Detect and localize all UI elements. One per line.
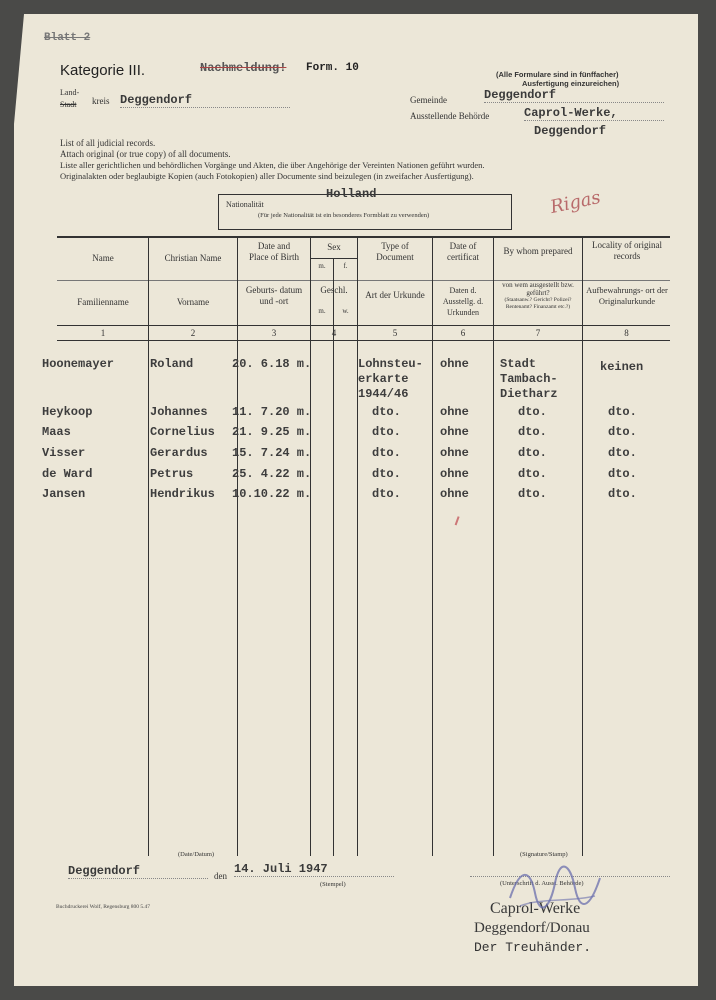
row-3-type: dto. — [372, 425, 401, 439]
col-date-en: Date of certificat — [447, 241, 479, 262]
unterschrift-caption: (Unterschrift d. Ausst. Behörde) — [500, 880, 584, 887]
row-2-dob: 11. 7.20 m. — [232, 405, 312, 419]
col-number-1: 1 — [100, 328, 106, 338]
row-1-locality: keinen — [600, 360, 644, 374]
row-6-date: ohne — [440, 487, 469, 501]
row-5-type: dto. — [372, 467, 401, 481]
row-2-date: ohne — [440, 405, 469, 419]
nationality-label: Nationalität — [226, 200, 264, 209]
row-6-name: Jansen — [42, 487, 86, 501]
col-number-8: 8 — [624, 328, 629, 338]
kreis-value: Deggendorf — [120, 93, 290, 108]
col-sex-m: m. — [318, 262, 326, 270]
row-1-type-1: Lohnsteu- — [358, 357, 423, 371]
col-christian-de: Vorname — [176, 297, 210, 307]
sex-subheader-line — [310, 258, 357, 259]
row-5-whom: dto. — [518, 467, 547, 481]
date-caption: (Date/Datum) — [178, 851, 215, 858]
col-christian-en: Christian Name — [164, 253, 222, 263]
row-6-locality: dto. — [608, 487, 637, 501]
row-6-vorname: Hendrikus — [150, 487, 215, 501]
col-sex-m-de: m. — [318, 307, 326, 315]
row-4-vorname: Gerardus — [150, 446, 208, 460]
row-6-dob: 10.10.22 m. — [232, 487, 312, 501]
kreis-label: kreis — [92, 96, 110, 106]
form-number: Form. 10 — [306, 62, 359, 74]
row-6-type: dto. — [372, 487, 401, 501]
kategorie-title: Kategorie III. — [60, 62, 146, 79]
behoerde-value-2: Deggendorf — [534, 124, 607, 138]
col-dob-de: Geburts- datum und -ort — [245, 285, 303, 306]
col-number-2: 2 — [190, 328, 196, 338]
row-3-date: ohne — [440, 425, 469, 439]
company-stamp-line-1: Caprol-Werke — [490, 900, 581, 917]
row-4-type: dto. — [372, 446, 401, 460]
sex-subdivider — [333, 258, 334, 856]
col-locality-en: Locality of original records — [592, 240, 662, 261]
row-4-dob: 15. 7.24 m. — [232, 446, 312, 460]
gemeinde-value: Deggendorf — [484, 88, 664, 103]
row-4-name: Visser — [42, 446, 86, 460]
row-2-name: Heykoop — [42, 405, 93, 419]
col-number-3: 3 — [271, 328, 277, 338]
blatt-label: Blatt 2 — [44, 32, 91, 44]
row-4-date: ohne — [440, 446, 469, 460]
col-name-en: Name — [92, 253, 114, 263]
row-1-whom-1: Stadt — [500, 357, 537, 371]
company-stamp-line-3: Der Treuhänder. — [474, 940, 592, 955]
row-3-whom: dto. — [518, 425, 547, 439]
col-type-en: Type of Document — [376, 241, 414, 262]
col-type-de: Art der Urkunde — [365, 290, 425, 300]
col-whom-en: By whom prepared — [503, 246, 573, 256]
row-2-type: dto. — [372, 405, 401, 419]
row-1-type-3: 1944/46 — [358, 387, 409, 401]
row-1-whom-3: Dietharz — [500, 387, 558, 401]
row-5-name: de Ward — [42, 467, 93, 481]
col-dob-en: Date and Place of Birth — [249, 241, 299, 262]
row-5-locality: dto. — [608, 467, 637, 481]
row-3-locality: dto. — [608, 425, 637, 439]
row-6-whom: dto. — [518, 487, 547, 501]
col-whom-note: (Staatsanw.? Gericht? Polizei? Rentenamt? Finanzamt etc.?) — [504, 297, 572, 310]
col-number-6: 6 — [460, 328, 466, 338]
row-2-whom: dto. — [518, 405, 547, 419]
row-5-date: ohne — [440, 467, 469, 481]
stempel-caption: (Stempel) — [320, 881, 346, 888]
instruction-line-1: List of all judicial records. — [60, 138, 156, 148]
col-number-5: 5 — [392, 328, 398, 338]
printer-imprint: Buchdruckerei Wolf, Regensburg 800 5.47 — [56, 904, 151, 910]
instruction-line-3: Liste aller gerichtlichen und behördlichen Vorgänge und Akten, die über Angehörige der Vereinten Nationen geführt wurden. — [60, 160, 485, 170]
row-1-vorname: Roland — [150, 357, 194, 371]
row-1-name: Hoonemayer — [42, 357, 115, 371]
col-locality-de: Aufbewahrungs- ort der Originalurkunde — [586, 285, 668, 306]
col-name-de: Familienname — [77, 297, 129, 307]
row-4-whom: dto. — [518, 446, 547, 460]
instruction-line-2: Attach original (or true copy) of all documents. — [60, 149, 231, 159]
signature-caption: (Signature/Stamp) — [520, 851, 568, 858]
row-1-type-2: erkarte — [358, 372, 409, 386]
row-4-locality: dto. — [608, 446, 637, 460]
footer-place: Deggendorf — [68, 864, 208, 879]
row-1-whom-2: Tambach- — [500, 372, 558, 386]
row-5-vorname: Petrus — [150, 467, 194, 481]
col-number-4: 4 — [331, 328, 337, 338]
nationality-note: (Für jede Nationalität ist ein besonderes Formblatt zu verwenden) — [258, 212, 430, 219]
row-3-vorname: Cornelius — [150, 425, 215, 439]
land-label: Land- — [60, 88, 80, 97]
row-1-date: ohne — [440, 357, 469, 371]
nationality-value: Holland — [326, 187, 377, 201]
nachmeldung-text: Nachmeldung! — [200, 61, 287, 75]
row-2-vorname: Johannes — [150, 405, 208, 419]
col-sex-f: f. — [343, 262, 348, 270]
row-5-dob: 25. 4.22 m. — [232, 467, 312, 481]
behoerde-value-1: Caprol-Werke, — [524, 106, 664, 121]
behoerde-label: Ausstellende Behörde — [410, 111, 490, 121]
handwritten-initials: Rigas — [548, 186, 603, 219]
row-3-name: Maas — [42, 425, 71, 439]
col-number-7: 7 — [535, 328, 541, 338]
signature-scribble — [500, 858, 610, 918]
row-2-locality: dto. — [608, 405, 637, 419]
copies-note-1: (Alle Formulare sind in fünffacher) — [496, 70, 619, 79]
col-date-de: Daten d. Ausstellg. d. Urkunden — [442, 286, 484, 317]
col-whom-de: von wem ausgestellt bzw. geführt? — [502, 281, 574, 297]
copies-note-2: Ausfertigung einzureichen) — [522, 79, 620, 88]
stadt-label: Stadt — [60, 100, 77, 109]
row-1-dob: 20. 6.18 m. — [232, 357, 312, 371]
footer-den: den — [214, 871, 227, 881]
col-sex-en: Sex — [327, 242, 341, 252]
col-sex-w-de: w. — [342, 307, 349, 315]
col-sex-de: Geschl. — [320, 285, 348, 295]
gemeinde-label: Gemeinde — [410, 95, 447, 105]
footer-date: 14. Juli 1947 — [234, 862, 394, 877]
instruction-line-4: Originalakten oder beglaubigte Kopien (auch Fotokopien) aller Documente sind beizulegen (in zweifacher Ausfertigung). — [60, 171, 474, 181]
company-stamp-line-2: Deggendorf/Donau — [474, 920, 590, 936]
row-3-dob: 21. 9.25 m. — [232, 425, 312, 439]
